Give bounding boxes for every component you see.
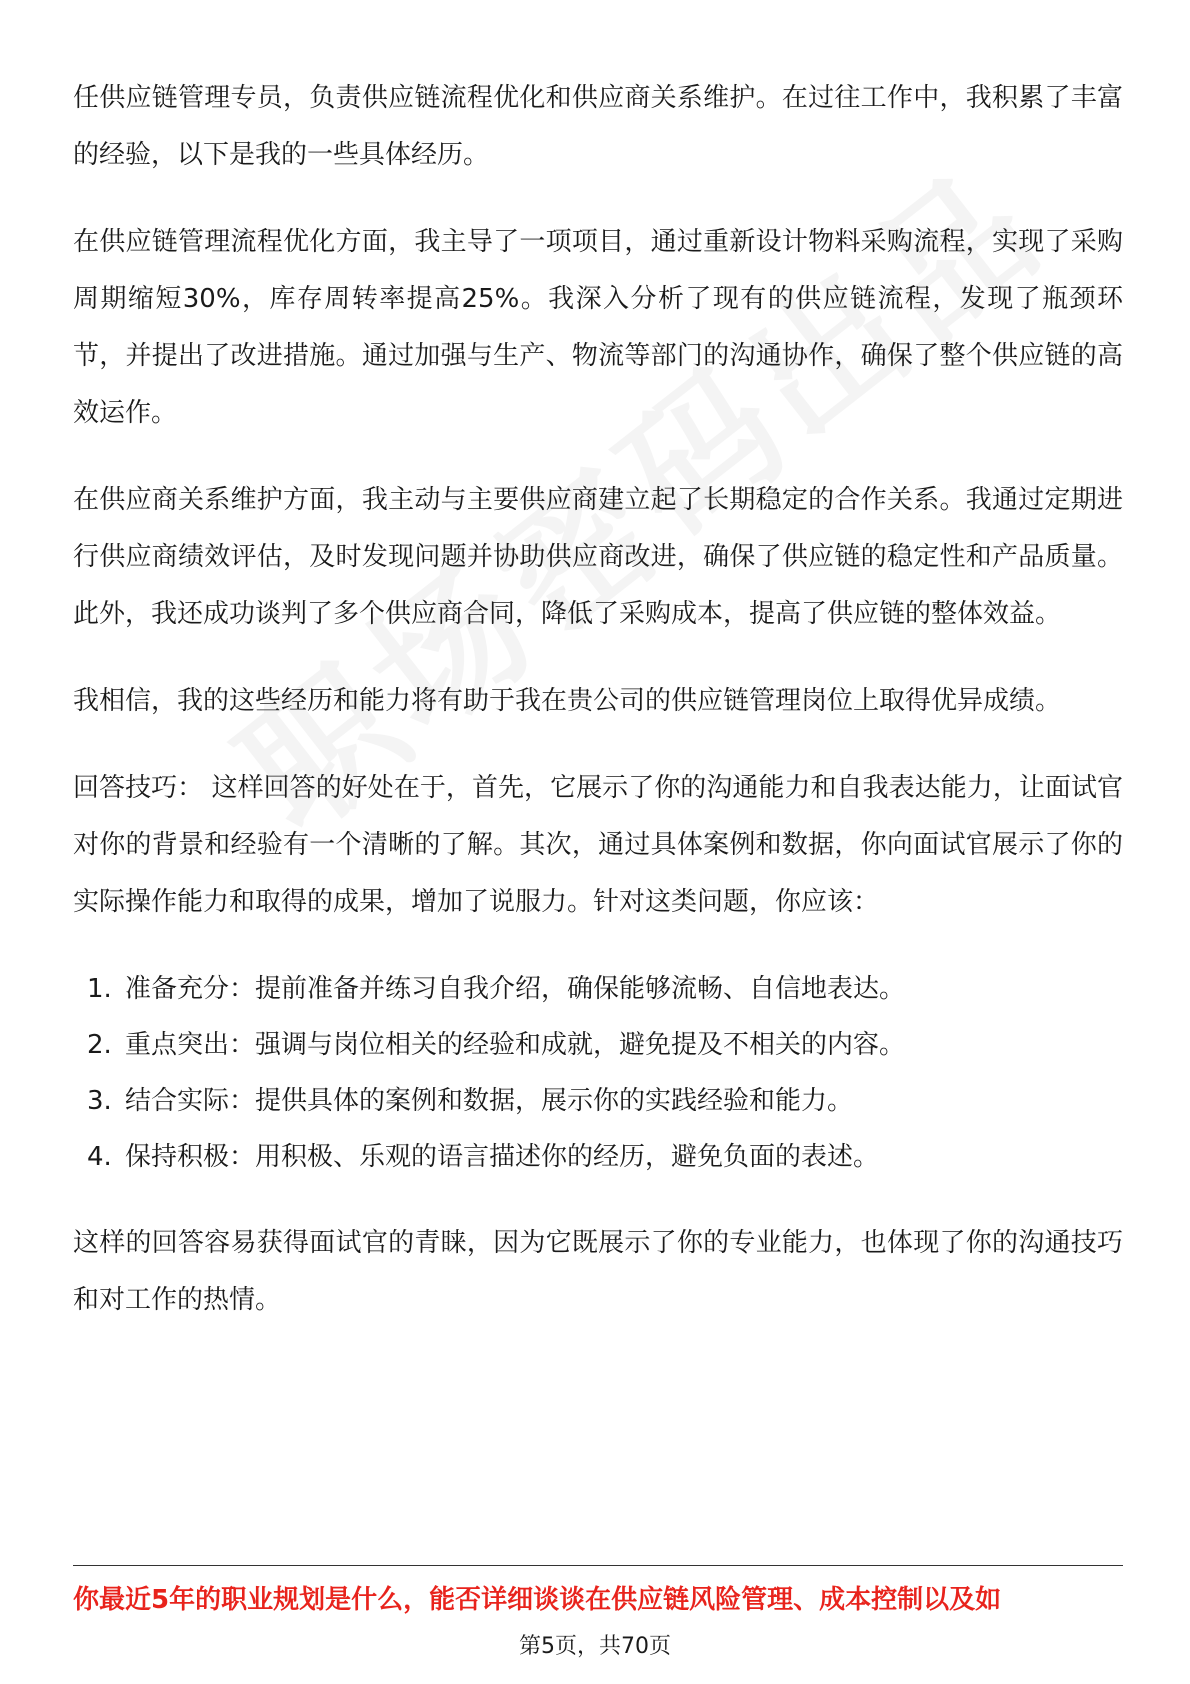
list-text: 准备充分：提前准备并练习自我介绍，确保能够流畅、自信地表达。 (125, 974, 906, 1004)
tips-list (73, 961, 1123, 1185)
list-text: 结合实际：提供具体的案例和数据，展示你的实践经验和能力。 (125, 1086, 854, 1116)
paragraph-intro: 任供应链管理专员，负责供应链流程优化和供应商关系维护。在过往工作中，我积累了丰富的经验，以下是我的一些具体经历。 (73, 83, 1123, 170)
list-item (73, 1017, 1123, 1073)
list-number: 3. (87, 1086, 112, 1116)
list-item (73, 961, 1123, 1017)
document-body (73, 70, 1123, 1359)
list-number: 2. (87, 1030, 112, 1060)
paragraph-conclusion: 我相信，我的这些经历和能力将有助于我在贵公司的供应链管理岗位上取得优异成绩。 (73, 686, 1062, 716)
list-number: 1. (87, 974, 112, 1004)
list-text: 保持积极：用积极、乐观的语言描述你的经历，避免负面的表述。 (125, 1142, 880, 1172)
page-number: 第5页，共70页 (519, 1634, 671, 1659)
paragraph-answer-tips: 回答技巧： 这样回答的好处在于，首先，它展示了你的沟通能力和自我表达能力，让面试官对你的背景和经验有一个清晰的了解。其次，通过具体案例和数据，你向面试官展示了你的实际操作能力和取得的成果，增加了说服力。针对这类问题，你应该： (73, 773, 1123, 917)
paragraph-closing: 这样的回答容易获得面试官的青睐，因为它既展示了你的专业能力，也体现了你的沟通技巧和对工作的热情。 (73, 1228, 1123, 1315)
next-question-heading: 你最近5年的职业规划是什么，能否详细谈谈在供应链风险管理、成本控制以及如 (73, 1585, 1002, 1615)
paragraph-supplier-relations: 在供应商关系维护方面，我主动与主要供应商建立起了长期稳定的合作关系。我通过定期进行供应商绩效评估，及时发现问题并协助供应商改进，确保了供应链的稳定性和产品质量。此外，我还成功谈判了多个供应商合同，降低了采购成本，提高了供应链的整体效益。 (73, 485, 1123, 629)
paragraph-process-optimization: 在供应链管理流程优化方面，我主导了一项项目，通过重新设计物料采购流程，实现了采购周期缩短30%，库存周转率提高25%。我深入分析了现有的供应链流程，发现了瓶颈环节，并提出了改进措施。通过加强与生产、物流等部门的沟通协作，确保了整个供应链的高效运作。 (73, 227, 1123, 428)
list-number: 4. (87, 1142, 112, 1172)
footer-divider (73, 1565, 1123, 1566)
list-item (73, 1129, 1123, 1185)
list-item (73, 1073, 1123, 1129)
list-text: 重点突出：强调与岗位相关的经验和成就，避免提及不相关的内容。 (125, 1030, 906, 1060)
